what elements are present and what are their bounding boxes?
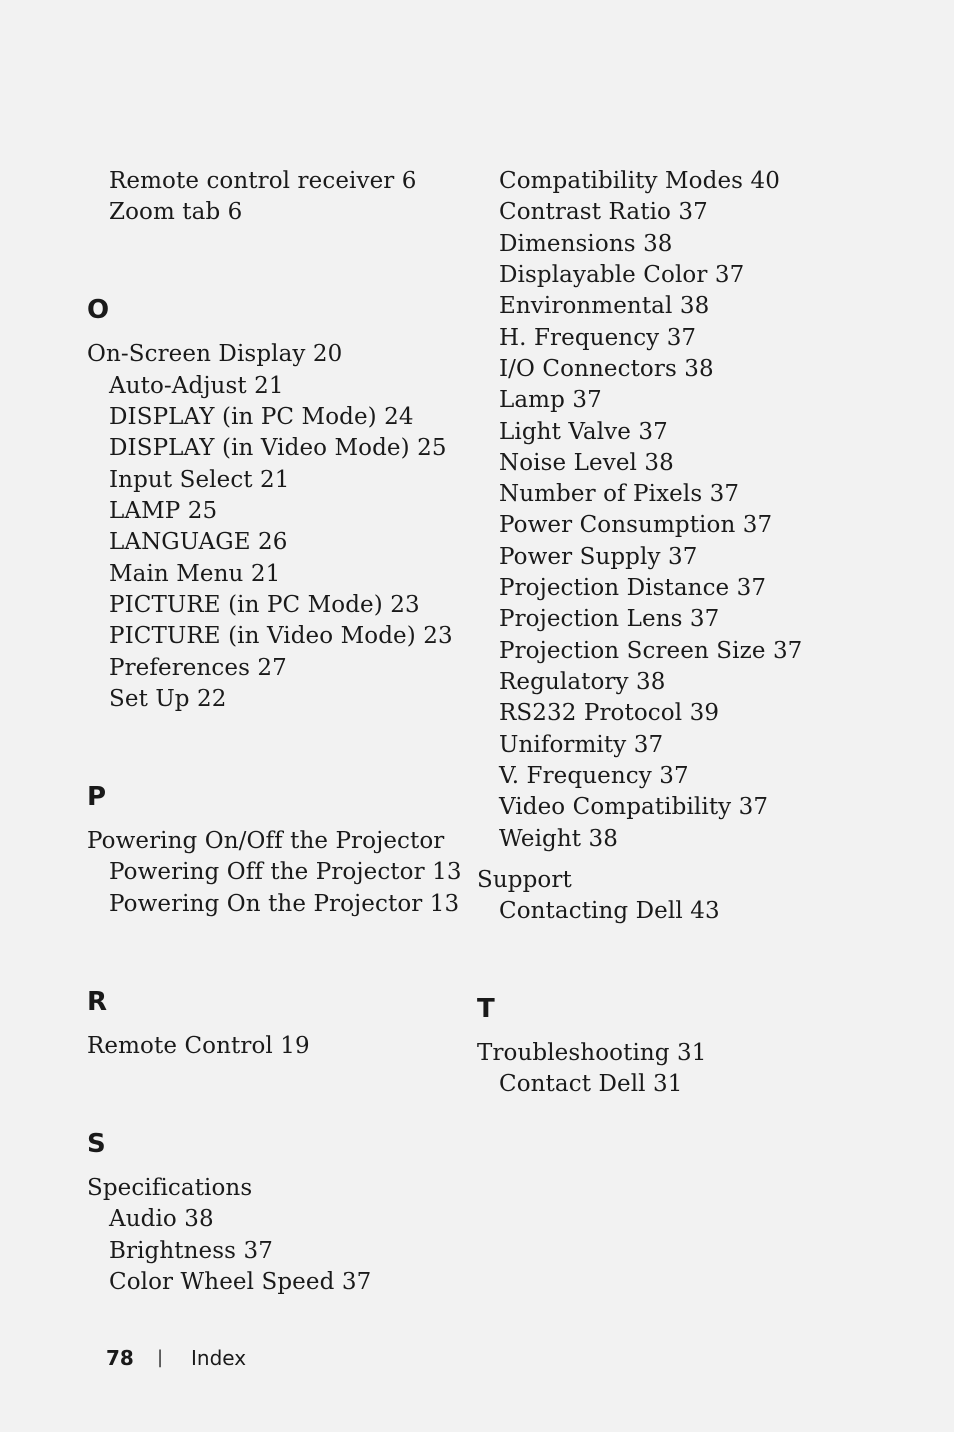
section-letter-t: T xyxy=(477,994,495,1024)
footer-section-title: Index xyxy=(191,1346,247,1370)
index-subentry: H. Frequency 37 xyxy=(499,325,697,351)
index-subentry: Set Up 22 xyxy=(109,686,227,712)
index-subentry: Power Consumption 37 xyxy=(499,512,773,538)
index-subentry: Uniformity 37 xyxy=(499,732,664,758)
index-entry: Remote Control 19 xyxy=(87,1033,310,1059)
index-subentry: Video Compatibility 37 xyxy=(499,794,769,820)
index-entry: On-Screen Display 20 xyxy=(87,341,343,367)
index-subentry: I/O Connectors 38 xyxy=(499,356,714,382)
index-subentry: Zoom tab 6 xyxy=(109,199,243,225)
index-subentry: Preferences 27 xyxy=(109,655,287,681)
index-subentry: DISPLAY (in Video Mode) 25 xyxy=(109,435,447,461)
index-subentry: Powering Off the Projector 13 xyxy=(109,859,462,885)
section-letter-o: O xyxy=(87,295,110,325)
index-subentry: Color Wheel Speed 37 xyxy=(109,1269,372,1295)
index-subentry: Compatibility Modes 40 xyxy=(499,168,780,194)
index-subentry: Dimensions 38 xyxy=(499,231,673,257)
index-subentry: LAMP 25 xyxy=(109,498,218,524)
index-entry: Troubleshooting 31 xyxy=(477,1040,707,1066)
index-subentry: Displayable Color 37 xyxy=(499,262,745,288)
footer-separator: | xyxy=(157,1347,164,1368)
section-letter-s: S xyxy=(87,1129,106,1159)
index-subentry: PICTURE (in PC Mode) 23 xyxy=(109,592,420,618)
index-subentry: RS232 Protocol 39 xyxy=(499,700,720,726)
index-subentry: Contrast Ratio 37 xyxy=(499,199,708,225)
index-entry: Support xyxy=(477,867,572,893)
index-entry: Specifications xyxy=(87,1175,253,1201)
index-subentry: Contacting Dell 43 xyxy=(499,898,720,924)
section-letter-r: R xyxy=(87,987,108,1017)
page-number: 78 xyxy=(106,1346,134,1370)
index-subentry: Lamp 37 xyxy=(499,387,602,413)
section-letter-p: P xyxy=(87,782,107,812)
index-subentry: Projection Screen Size 37 xyxy=(499,638,803,664)
index-subentry: Weight 38 xyxy=(499,826,618,852)
index-subentry: Projection Lens 37 xyxy=(499,606,720,632)
index-subentry: PICTURE (in Video Mode) 23 xyxy=(109,623,453,649)
index-subentry: LANGUAGE 26 xyxy=(109,529,288,555)
index-subentry: Number of Pixels 37 xyxy=(499,481,740,507)
index-subentry: Contact Dell 31 xyxy=(499,1071,683,1097)
index-subentry: Light Valve 37 xyxy=(499,419,668,445)
index-subentry: Audio 38 xyxy=(109,1206,214,1232)
index-subentry: V. Frequency 37 xyxy=(499,763,689,789)
index-subentry: Power Supply 37 xyxy=(499,544,698,570)
index-subentry: Remote control receiver 6 xyxy=(109,168,417,194)
index-subentry: Environmental 38 xyxy=(499,293,710,319)
index-subentry: Powering On the Projector 13 xyxy=(109,891,460,917)
index-subentry: Brightness 37 xyxy=(109,1238,273,1264)
index-subentry: Projection Distance 37 xyxy=(499,575,767,601)
index-subentry: Auto-Adjust 21 xyxy=(109,373,284,399)
index-entry: Powering On/Off the Projector xyxy=(87,828,445,854)
index-subentry: DISPLAY (in PC Mode) 24 xyxy=(109,404,414,430)
index-subentry: Input Select 21 xyxy=(109,467,290,493)
index-subentry: Main Menu 21 xyxy=(109,561,281,587)
index-subentry: Regulatory 38 xyxy=(499,669,666,695)
index-subentry: Noise Level 38 xyxy=(499,450,674,476)
